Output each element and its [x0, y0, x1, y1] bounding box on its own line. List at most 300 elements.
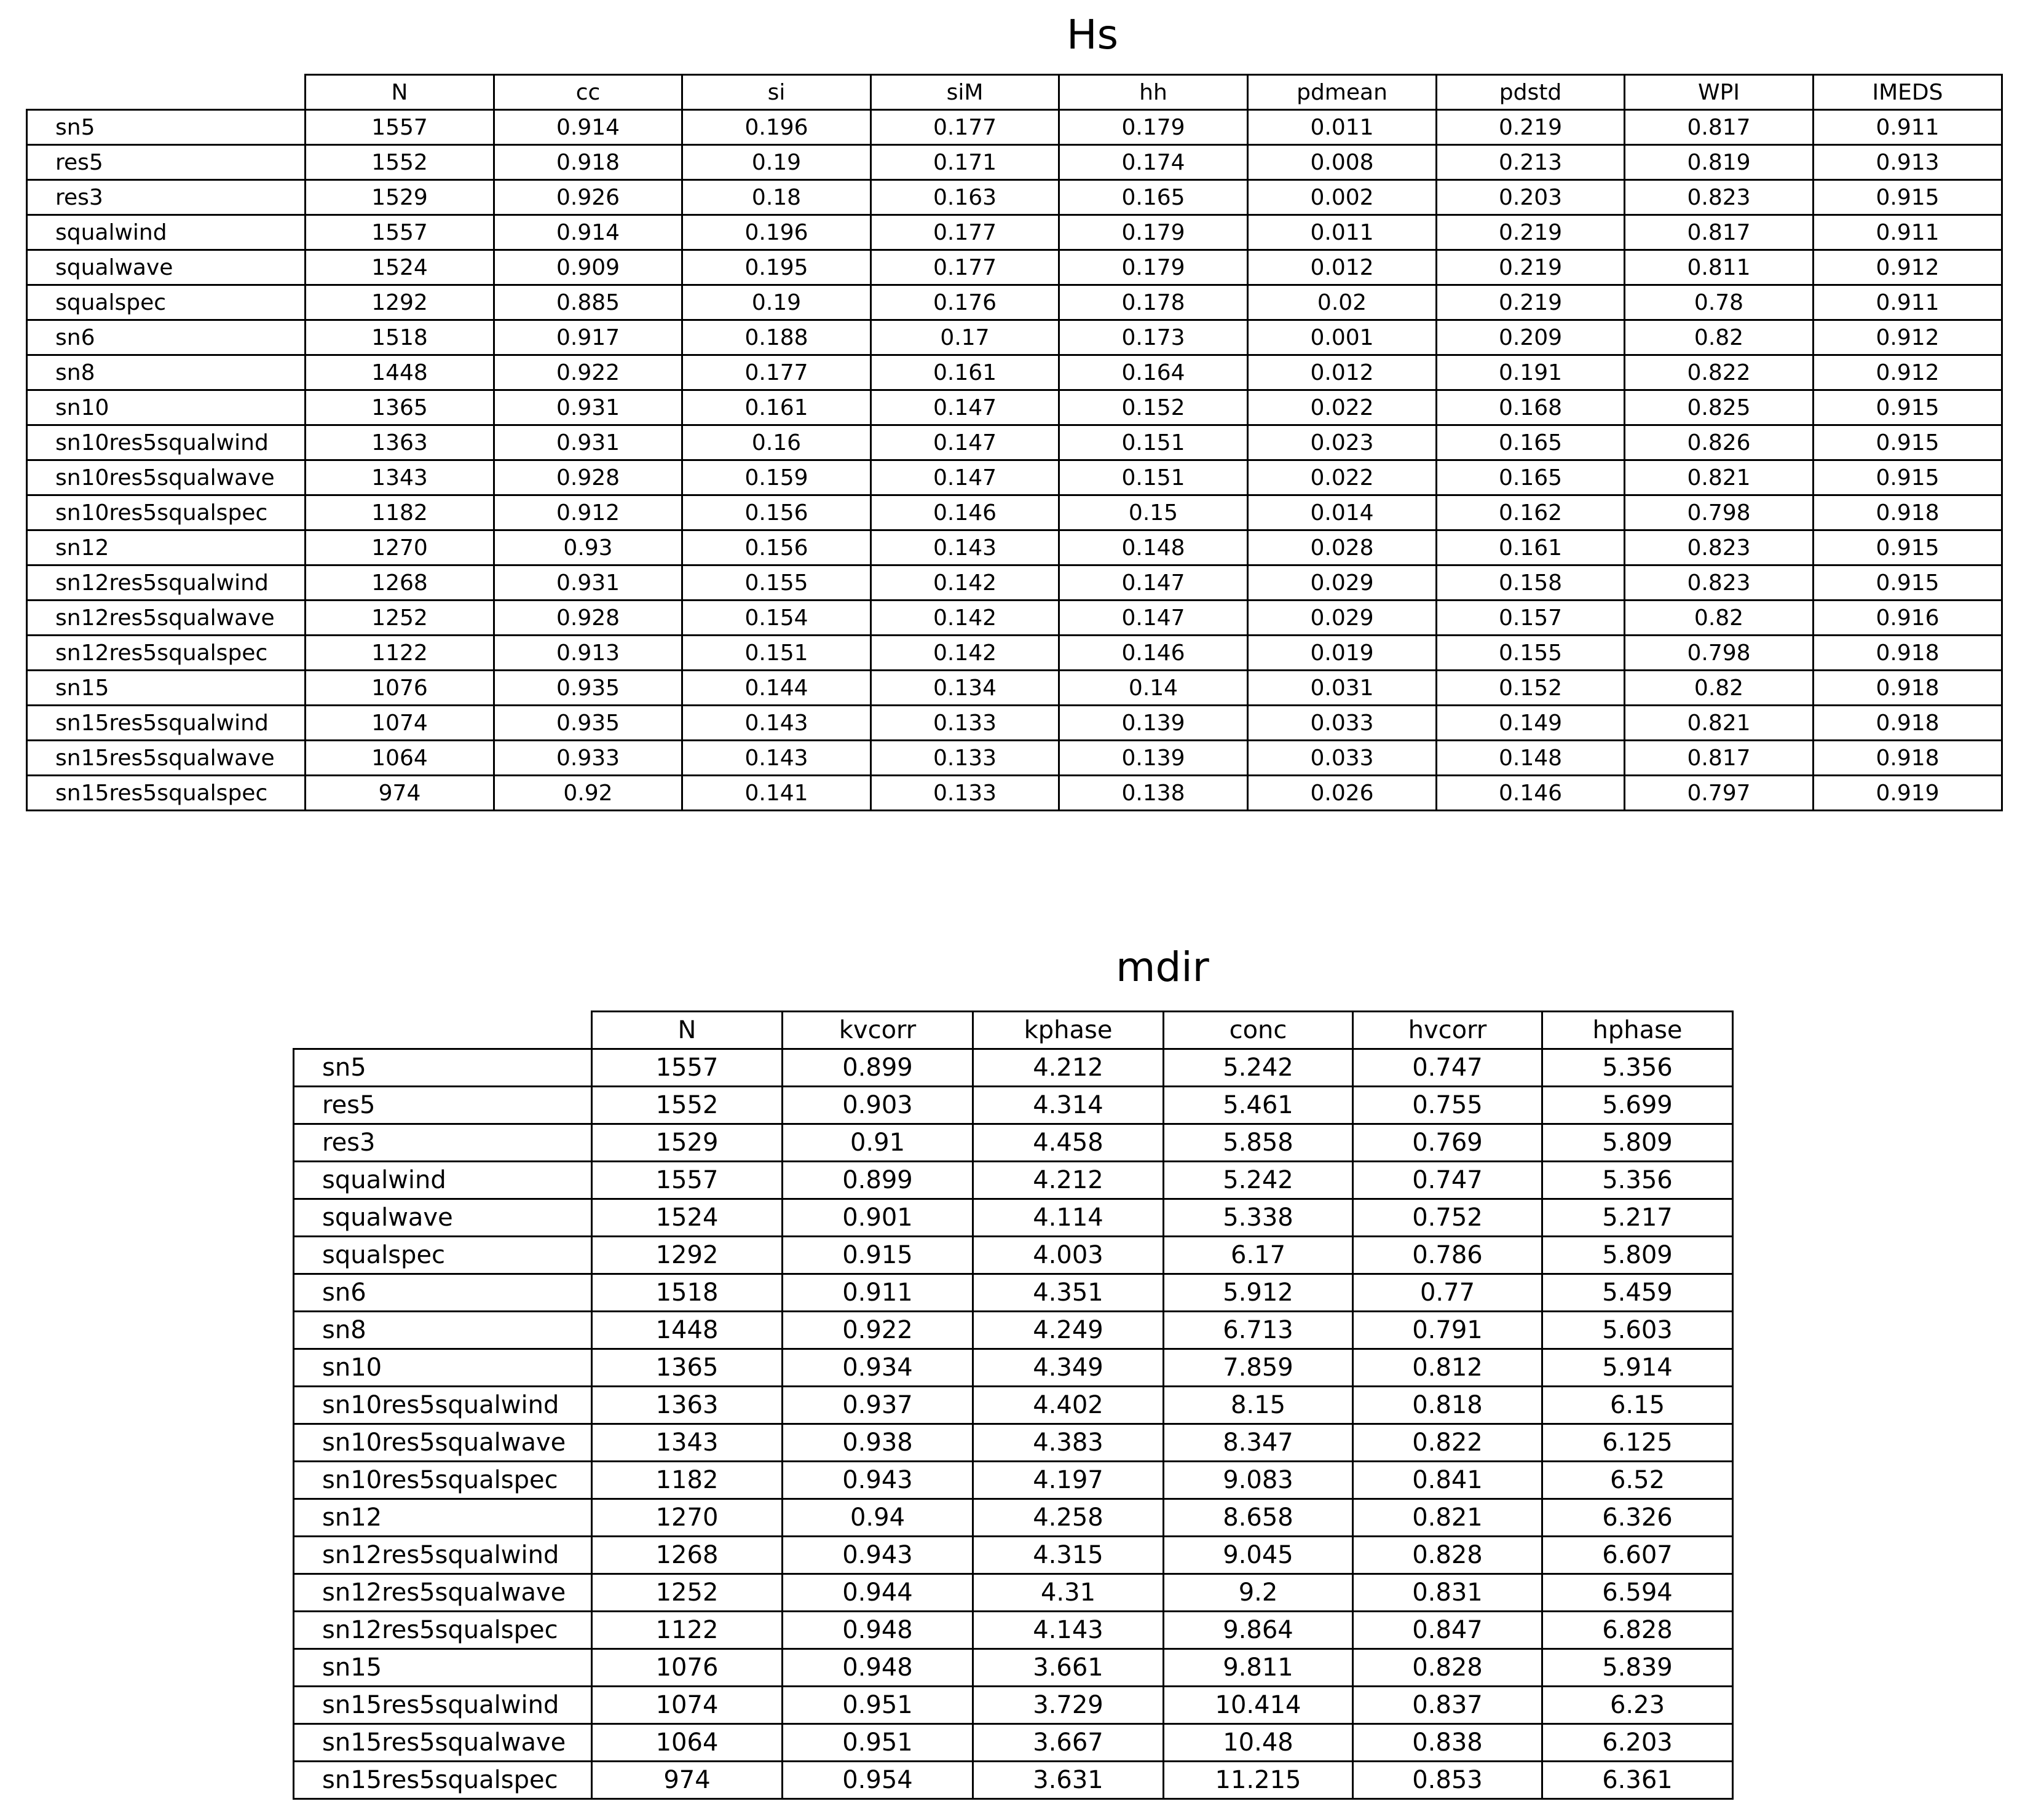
mdir-cell-conc: 6.17	[1164, 1237, 1353, 1274]
hs-cell-sim: 0.133	[871, 776, 1059, 811]
mdir-cell-hvcorr: 0.747	[1353, 1162, 1542, 1199]
mdir-cell-hphase: 6.361	[1542, 1762, 1733, 1799]
mdir-table-row	[294, 1162, 1733, 1199]
hs-cell-hh: 0.179	[1059, 110, 1248, 145]
hs-cell-sim: 0.163	[871, 180, 1059, 215]
mdir-table-row	[294, 1274, 1733, 1312]
hs-cell-si: 0.16	[682, 425, 871, 460]
hs-cell-si: 0.177	[682, 355, 871, 390]
hs-cell-n: 1363	[306, 425, 494, 460]
mdir-cell-conc: 8.15	[1164, 1387, 1353, 1424]
mdir-cell-n: 1529	[592, 1124, 783, 1162]
mdir-cell-kvcorr: 0.901	[783, 1199, 973, 1237]
mdir-cell-hvcorr: 0.791	[1353, 1312, 1542, 1349]
mdir-cell-kvcorr: 0.954	[783, 1762, 973, 1799]
mdir-column-header-n: N	[592, 1012, 783, 1049]
hs-cell-cc: 0.931	[494, 565, 682, 601]
hs-cell-si: 0.151	[682, 636, 871, 671]
mdir-cell-hvcorr: 0.786	[1353, 1237, 1542, 1274]
hs-cell-wpi: 0.82	[1625, 671, 1814, 706]
hs-cell-hh: 0.151	[1059, 460, 1248, 495]
hs-cell-si: 0.155	[682, 565, 871, 601]
hs-cell-sim: 0.176	[871, 285, 1059, 320]
hs-cell-pdmean: 0.028	[1248, 530, 1437, 565]
hs-table-row	[27, 636, 2002, 671]
mdir-cell-hvcorr: 0.847	[1353, 1612, 1542, 1649]
hs-cell-pdmean: 0.033	[1248, 741, 1437, 776]
mdir-cell-conc: 8.347	[1164, 1424, 1353, 1462]
hs-cell-sim: 0.177	[871, 215, 1059, 250]
mdir-table-row	[294, 1649, 1733, 1687]
hs-cell-si: 0.143	[682, 741, 871, 776]
mdir-cell-hphase: 6.203	[1542, 1724, 1733, 1762]
hs-cell-si: 0.143	[682, 706, 871, 741]
mdir-cell-hphase: 6.828	[1542, 1612, 1733, 1649]
hs-cell-pdmean: 0.012	[1248, 355, 1437, 390]
mdir-table-row	[294, 1724, 1733, 1762]
hs-table-row	[27, 180, 2002, 215]
mdir-cell-hvcorr: 0.828	[1353, 1537, 1542, 1574]
hs-cell-imeds: 0.918	[1814, 741, 2002, 776]
mdir-column-header-kphase: kphase	[973, 1012, 1164, 1049]
mdir-cell-kvcorr: 0.903	[783, 1087, 973, 1124]
hs-cell-sim: 0.142	[871, 601, 1059, 636]
mdir-cell-kphase: 4.383	[973, 1424, 1164, 1462]
hs-cell-n: 1182	[306, 495, 494, 530]
hs-cell-n: 1252	[306, 601, 494, 636]
mdir-cell-conc: 9.045	[1164, 1537, 1353, 1574]
mdir-cell-kphase: 4.249	[973, 1312, 1164, 1349]
mdir-column-header-hvcorr: hvcorr	[1353, 1012, 1542, 1049]
mdir-row-label: sn12	[294, 1499, 592, 1537]
hs-cell-sim: 0.147	[871, 460, 1059, 495]
mdir-cell-hphase: 5.356	[1542, 1049, 1733, 1087]
mdir-cell-hphase: 5.839	[1542, 1649, 1733, 1687]
hs-cell-imeds: 0.915	[1814, 390, 2002, 425]
hs-cell-cc: 0.928	[494, 460, 682, 495]
hs-cell-pdmean: 0.011	[1248, 215, 1437, 250]
mdir-cell-kvcorr: 0.951	[783, 1724, 973, 1762]
mdir-table-row	[294, 1687, 1733, 1724]
hs-row-label: sn12res5squalwind	[27, 565, 306, 601]
hs-cell-wpi: 0.825	[1625, 390, 1814, 425]
hs-cell-pdmean: 0.022	[1248, 460, 1437, 495]
hs-cell-imeds: 0.915	[1814, 425, 2002, 460]
mdir-cell-n: 1252	[592, 1574, 783, 1612]
hs-cell-pdmean: 0.026	[1248, 776, 1437, 811]
hs-cell-hh: 0.151	[1059, 425, 1248, 460]
mdir-row-label: squalspec	[294, 1237, 592, 1274]
mdir-cell-conc: 10.414	[1164, 1687, 1353, 1724]
hs-cell-wpi: 0.817	[1625, 110, 1814, 145]
hs-table-row	[27, 425, 2002, 460]
hs-cell-sim: 0.142	[871, 565, 1059, 601]
hs-cell-n: 1270	[306, 530, 494, 565]
hs-cell-sim: 0.177	[871, 110, 1059, 145]
mdir-cell-kvcorr: 0.922	[783, 1312, 973, 1349]
hs-cell-cc: 0.909	[494, 250, 682, 285]
hs-cell-n: 1552	[306, 145, 494, 180]
hs-cell-imeds: 0.915	[1814, 180, 2002, 215]
hs-cell-hh: 0.173	[1059, 320, 1248, 355]
hs-cell-wpi: 0.82	[1625, 601, 1814, 636]
hs-cell-hh: 0.165	[1059, 180, 1248, 215]
hs-table-row	[27, 671, 2002, 706]
mdir-row-label: squalwind	[294, 1162, 592, 1199]
mdir-header-row	[294, 1012, 1733, 1049]
hs-table-row	[27, 706, 2002, 741]
mdir-cell-n: 1552	[592, 1087, 783, 1124]
hs-cell-hh: 0.139	[1059, 741, 1248, 776]
hs-row-label: sn12res5squalspec	[27, 636, 306, 671]
hs-cell-cc: 0.926	[494, 180, 682, 215]
hs-cell-wpi: 0.823	[1625, 180, 1814, 215]
hs-cell-cc: 0.935	[494, 671, 682, 706]
mdir-cell-kphase: 4.315	[973, 1537, 1164, 1574]
mdir-cell-conc: 11.215	[1164, 1762, 1353, 1799]
hs-table-row	[27, 320, 2002, 355]
hs-cell-imeds: 0.918	[1814, 671, 2002, 706]
hs-cell-cc: 0.914	[494, 110, 682, 145]
hs-cell-sim: 0.134	[871, 671, 1059, 706]
hs-cell-hh: 0.174	[1059, 145, 1248, 180]
hs-row-label: squalwind	[27, 215, 306, 250]
mdir-cell-conc: 5.461	[1164, 1087, 1353, 1124]
hs-cell-wpi: 0.817	[1625, 741, 1814, 776]
hs-row-label: squalwave	[27, 250, 306, 285]
hs-cell-sim: 0.161	[871, 355, 1059, 390]
mdir-table-row	[294, 1762, 1733, 1799]
hs-cell-pdmean: 0.019	[1248, 636, 1437, 671]
mdir-table-row	[294, 1462, 1733, 1499]
hs-row-label: sn5	[27, 110, 306, 145]
mdir-cell-kphase: 3.661	[973, 1649, 1164, 1687]
hs-table-row	[27, 390, 2002, 425]
mdir-cell-hvcorr: 0.853	[1353, 1762, 1542, 1799]
mdir-cell-kphase: 4.314	[973, 1087, 1164, 1124]
mdir-table-row	[294, 1574, 1733, 1612]
hs-cell-hh: 0.152	[1059, 390, 1248, 425]
hs-cell-imeds: 0.916	[1814, 601, 2002, 636]
hs-cell-hh: 0.147	[1059, 601, 1248, 636]
hs-cell-n: 1557	[306, 215, 494, 250]
hs-cell-hh: 0.14	[1059, 671, 1248, 706]
hs-row-label: sn15	[27, 671, 306, 706]
hs-cell-pdmean: 0.033	[1248, 706, 1437, 741]
mdir-cell-kvcorr: 0.951	[783, 1687, 973, 1724]
mdir-cell-conc: 5.912	[1164, 1274, 1353, 1312]
mdir-cell-conc: 8.658	[1164, 1499, 1353, 1537]
mdir-table-row	[294, 1349, 1733, 1387]
hs-cell-pdstd: 0.152	[1437, 671, 1625, 706]
mdir-cell-kphase: 4.458	[973, 1124, 1164, 1162]
mdir-table-title: mdir	[1116, 943, 1209, 991]
hs-cell-n: 1448	[306, 355, 494, 390]
hs-cell-hh: 0.164	[1059, 355, 1248, 390]
hs-cell-si: 0.154	[682, 601, 871, 636]
hs-cell-wpi: 0.822	[1625, 355, 1814, 390]
hs-column-header-n: N	[306, 75, 494, 110]
hs-cell-wpi: 0.821	[1625, 460, 1814, 495]
mdir-cell-conc: 5.858	[1164, 1124, 1353, 1162]
mdir-cell-kvcorr: 0.943	[783, 1462, 973, 1499]
hs-cell-imeds: 0.911	[1814, 110, 2002, 145]
hs-row-label: sn15res5squalwave	[27, 741, 306, 776]
hs-cell-sim: 0.146	[871, 495, 1059, 530]
hs-row-label: res5	[27, 145, 306, 180]
hs-cell-imeds: 0.911	[1814, 285, 2002, 320]
mdir-cell-hphase: 6.23	[1542, 1687, 1733, 1724]
hs-cell-imeds: 0.915	[1814, 530, 2002, 565]
hs-row-label: sn10res5squalwind	[27, 425, 306, 460]
hs-cell-pdstd: 0.219	[1437, 215, 1625, 250]
hs-cell-pdmean: 0.001	[1248, 320, 1437, 355]
hs-column-header-imeds: IMEDS	[1814, 75, 2002, 110]
hs-cell-cc: 0.918	[494, 145, 682, 180]
hs-cell-hh: 0.146	[1059, 636, 1248, 671]
mdir-cell-hvcorr: 0.822	[1353, 1424, 1542, 1462]
hs-cell-cc: 0.914	[494, 215, 682, 250]
hs-header-row	[27, 75, 2002, 110]
hs-cell-imeds: 0.918	[1814, 706, 2002, 741]
mdir-cell-n: 1270	[592, 1499, 783, 1537]
mdir-cell-kphase: 4.31	[973, 1574, 1164, 1612]
mdir-cell-n: 1343	[592, 1424, 783, 1462]
hs-cell-pdmean: 0.029	[1248, 601, 1437, 636]
hs-cell-cc: 0.931	[494, 425, 682, 460]
mdir-cell-hvcorr: 0.838	[1353, 1724, 1542, 1762]
hs-cell-n: 1076	[306, 671, 494, 706]
mdir-cell-conc: 9.2	[1164, 1574, 1353, 1612]
mdir-row-label: sn15res5squalwind	[294, 1687, 592, 1724]
hs-table-row	[27, 741, 2002, 776]
mdir-cell-hvcorr: 0.77	[1353, 1274, 1542, 1312]
mdir-cell-kphase: 4.351	[973, 1274, 1164, 1312]
hs-cell-imeds: 0.912	[1814, 250, 2002, 285]
hs-cell-pdstd: 0.146	[1437, 776, 1625, 811]
mdir-cell-conc: 10.48	[1164, 1724, 1353, 1762]
mdir-cell-hphase: 5.809	[1542, 1237, 1733, 1274]
hs-cell-imeds: 0.915	[1814, 565, 2002, 601]
mdir-cell-conc: 5.338	[1164, 1199, 1353, 1237]
hs-column-header-hh: hh	[1059, 75, 1248, 110]
hs-cell-wpi: 0.82	[1625, 320, 1814, 355]
mdir-cell-hphase: 6.607	[1542, 1537, 1733, 1574]
hs-column-header-sim: siM	[871, 75, 1059, 110]
hs-cell-sim: 0.171	[871, 145, 1059, 180]
mdir-cell-kphase: 3.631	[973, 1762, 1164, 1799]
mdir-cell-kphase: 4.197	[973, 1462, 1164, 1499]
mdir-cell-n: 1122	[592, 1612, 783, 1649]
mdir-row-label: sn15	[294, 1649, 592, 1687]
mdir-cell-n: 1365	[592, 1349, 783, 1387]
mdir-cell-hphase: 6.125	[1542, 1424, 1733, 1462]
mdir-cell-n: 1557	[592, 1162, 783, 1199]
hs-cell-si: 0.144	[682, 671, 871, 706]
mdir-table-row	[294, 1199, 1733, 1237]
hs-cell-n: 1529	[306, 180, 494, 215]
mdir-cell-hphase: 5.217	[1542, 1199, 1733, 1237]
hs-cell-pdstd: 0.191	[1437, 355, 1625, 390]
hs-cell-sim: 0.147	[871, 390, 1059, 425]
mdir-cell-kphase: 4.212	[973, 1162, 1164, 1199]
mdir-cell-kvcorr: 0.91	[783, 1124, 973, 1162]
hs-column-header-cc: cc	[494, 75, 682, 110]
mdir-cell-n: 1268	[592, 1537, 783, 1574]
hs-cell-imeds: 0.918	[1814, 636, 2002, 671]
hs-cell-sim: 0.17	[871, 320, 1059, 355]
hs-cell-pdstd: 0.162	[1437, 495, 1625, 530]
mdir-cell-kphase: 4.402	[973, 1387, 1164, 1424]
hs-cell-cc: 0.917	[494, 320, 682, 355]
hs-table-row	[27, 460, 2002, 495]
mdir-cell-kphase: 4.349	[973, 1349, 1164, 1387]
hs-row-label: squalspec	[27, 285, 306, 320]
mdir-cell-hvcorr: 0.831	[1353, 1574, 1542, 1612]
hs-cell-cc: 0.933	[494, 741, 682, 776]
mdir-cell-hphase: 6.326	[1542, 1499, 1733, 1537]
mdir-row-label: sn15res5squalspec	[294, 1762, 592, 1799]
mdir-cell-n: 1448	[592, 1312, 783, 1349]
hs-cell-pdmean: 0.011	[1248, 110, 1437, 145]
mdir-corner-cell	[294, 1012, 592, 1049]
hs-table-row	[27, 215, 2002, 250]
mdir-row-label: sn5	[294, 1049, 592, 1087]
hs-cell-sim: 0.133	[871, 741, 1059, 776]
hs-cell-pdstd: 0.219	[1437, 110, 1625, 145]
hs-cell-wpi: 0.798	[1625, 636, 1814, 671]
hs-cell-imeds: 0.911	[1814, 215, 2002, 250]
hs-row-label: sn15res5squalwind	[27, 706, 306, 741]
hs-table-row	[27, 355, 2002, 390]
mdir-cell-n: 1064	[592, 1724, 783, 1762]
hs-cell-pdmean: 0.008	[1248, 145, 1437, 180]
mdir-cell-hphase: 5.809	[1542, 1124, 1733, 1162]
mdir-cell-hvcorr: 0.828	[1353, 1649, 1542, 1687]
mdir-row-label: sn10	[294, 1349, 592, 1387]
mdir-row-label: sn12res5squalwave	[294, 1574, 592, 1612]
mdir-cell-hphase: 5.914	[1542, 1349, 1733, 1387]
hs-cell-si: 0.19	[682, 285, 871, 320]
hs-cell-cc: 0.931	[494, 390, 682, 425]
hs-cell-pdstd: 0.203	[1437, 180, 1625, 215]
mdir-cell-hvcorr: 0.841	[1353, 1462, 1542, 1499]
hs-row-label: sn6	[27, 320, 306, 355]
mdir-table-row	[294, 1499, 1733, 1537]
mdir-cell-n: 1557	[592, 1049, 783, 1087]
hs-cell-cc: 0.912	[494, 495, 682, 530]
hs-row-label: sn10res5squalspec	[27, 495, 306, 530]
mdir-table-row	[294, 1124, 1733, 1162]
hs-cell-pdstd: 0.165	[1437, 460, 1625, 495]
hs-cell-wpi: 0.819	[1625, 145, 1814, 180]
hs-cell-pdstd: 0.219	[1437, 250, 1625, 285]
mdir-cell-hvcorr: 0.747	[1353, 1049, 1542, 1087]
mdir-cell-hvcorr: 0.837	[1353, 1687, 1542, 1724]
hs-cell-wpi: 0.821	[1625, 706, 1814, 741]
hs-cell-si: 0.141	[682, 776, 871, 811]
hs-row-label: sn12	[27, 530, 306, 565]
mdir-cell-n: 1518	[592, 1274, 783, 1312]
hs-cell-hh: 0.138	[1059, 776, 1248, 811]
hs-row-label: sn8	[27, 355, 306, 390]
mdir-cell-hvcorr: 0.821	[1353, 1499, 1542, 1537]
mdir-cell-kvcorr: 0.911	[783, 1274, 973, 1312]
mdir-row-label: sn8	[294, 1312, 592, 1349]
hs-row-label: sn12res5squalwave	[27, 601, 306, 636]
hs-cell-si: 0.18	[682, 180, 871, 215]
hs-cell-pdstd: 0.168	[1437, 390, 1625, 425]
hs-table-row	[27, 776, 2002, 811]
mdir-cell-n: 1074	[592, 1687, 783, 1724]
mdir-cell-hphase: 5.699	[1542, 1087, 1733, 1124]
mdir-column-header-kvcorr: kvcorr	[783, 1012, 973, 1049]
hs-cell-imeds: 0.912	[1814, 355, 2002, 390]
hs-row-label: res3	[27, 180, 306, 215]
hs-cell-wpi: 0.798	[1625, 495, 1814, 530]
hs-table-row	[27, 495, 2002, 530]
hs-cell-wpi: 0.823	[1625, 530, 1814, 565]
mdir-cell-n: 1524	[592, 1199, 783, 1237]
mdir-cell-kvcorr: 0.899	[783, 1162, 973, 1199]
hs-cell-hh: 0.147	[1059, 565, 1248, 601]
hs-cell-si: 0.156	[682, 495, 871, 530]
hs-cell-n: 1557	[306, 110, 494, 145]
mdir-table-row	[294, 1537, 1733, 1574]
mdir-cell-kphase: 3.667	[973, 1724, 1164, 1762]
mdir-table-row	[294, 1387, 1733, 1424]
hs-cell-wpi: 0.811	[1625, 250, 1814, 285]
mdir-cell-hvcorr: 0.755	[1353, 1087, 1542, 1124]
mdir-cell-hphase: 5.603	[1542, 1312, 1733, 1349]
mdir-cell-hvcorr: 0.752	[1353, 1199, 1542, 1237]
mdir-cell-kvcorr: 0.948	[783, 1649, 973, 1687]
hs-cell-sim: 0.142	[871, 636, 1059, 671]
hs-corner-cell	[27, 75, 306, 110]
hs-table-row	[27, 565, 2002, 601]
hs-cell-n: 1292	[306, 285, 494, 320]
mdir-cell-hphase: 6.594	[1542, 1574, 1733, 1612]
hs-cell-pdstd: 0.155	[1437, 636, 1625, 671]
hs-cell-pdmean: 0.022	[1248, 390, 1437, 425]
mdir-cell-conc: 5.242	[1164, 1162, 1353, 1199]
hs-cell-pdstd: 0.165	[1437, 425, 1625, 460]
mdir-row-label: sn6	[294, 1274, 592, 1312]
hs-cell-wpi: 0.78	[1625, 285, 1814, 320]
hs-cell-pdstd: 0.219	[1437, 285, 1625, 320]
hs-cell-pdstd: 0.209	[1437, 320, 1625, 355]
hs-cell-pdstd: 0.148	[1437, 741, 1625, 776]
hs-cell-n: 1074	[306, 706, 494, 741]
hs-cell-pdmean: 0.029	[1248, 565, 1437, 601]
hs-cell-imeds: 0.915	[1814, 460, 2002, 495]
hs-row-label: sn10	[27, 390, 306, 425]
mdir-cell-kvcorr: 0.948	[783, 1612, 973, 1649]
hs-table-row	[27, 145, 2002, 180]
hs-cell-n: 1365	[306, 390, 494, 425]
hs-column-header-pdmean: pdmean	[1248, 75, 1437, 110]
hs-cell-pdstd: 0.157	[1437, 601, 1625, 636]
hs-cell-si: 0.161	[682, 390, 871, 425]
hs-cell-pdmean: 0.02	[1248, 285, 1437, 320]
hs-cell-sim: 0.147	[871, 425, 1059, 460]
hs-cell-cc: 0.928	[494, 601, 682, 636]
mdir-cell-n: 1182	[592, 1462, 783, 1499]
mdir-row-label: sn12res5squalspec	[294, 1612, 592, 1649]
hs-cell-n: 1064	[306, 741, 494, 776]
mdir-table	[293, 1010, 1734, 1800]
mdir-cell-conc: 7.859	[1164, 1349, 1353, 1387]
